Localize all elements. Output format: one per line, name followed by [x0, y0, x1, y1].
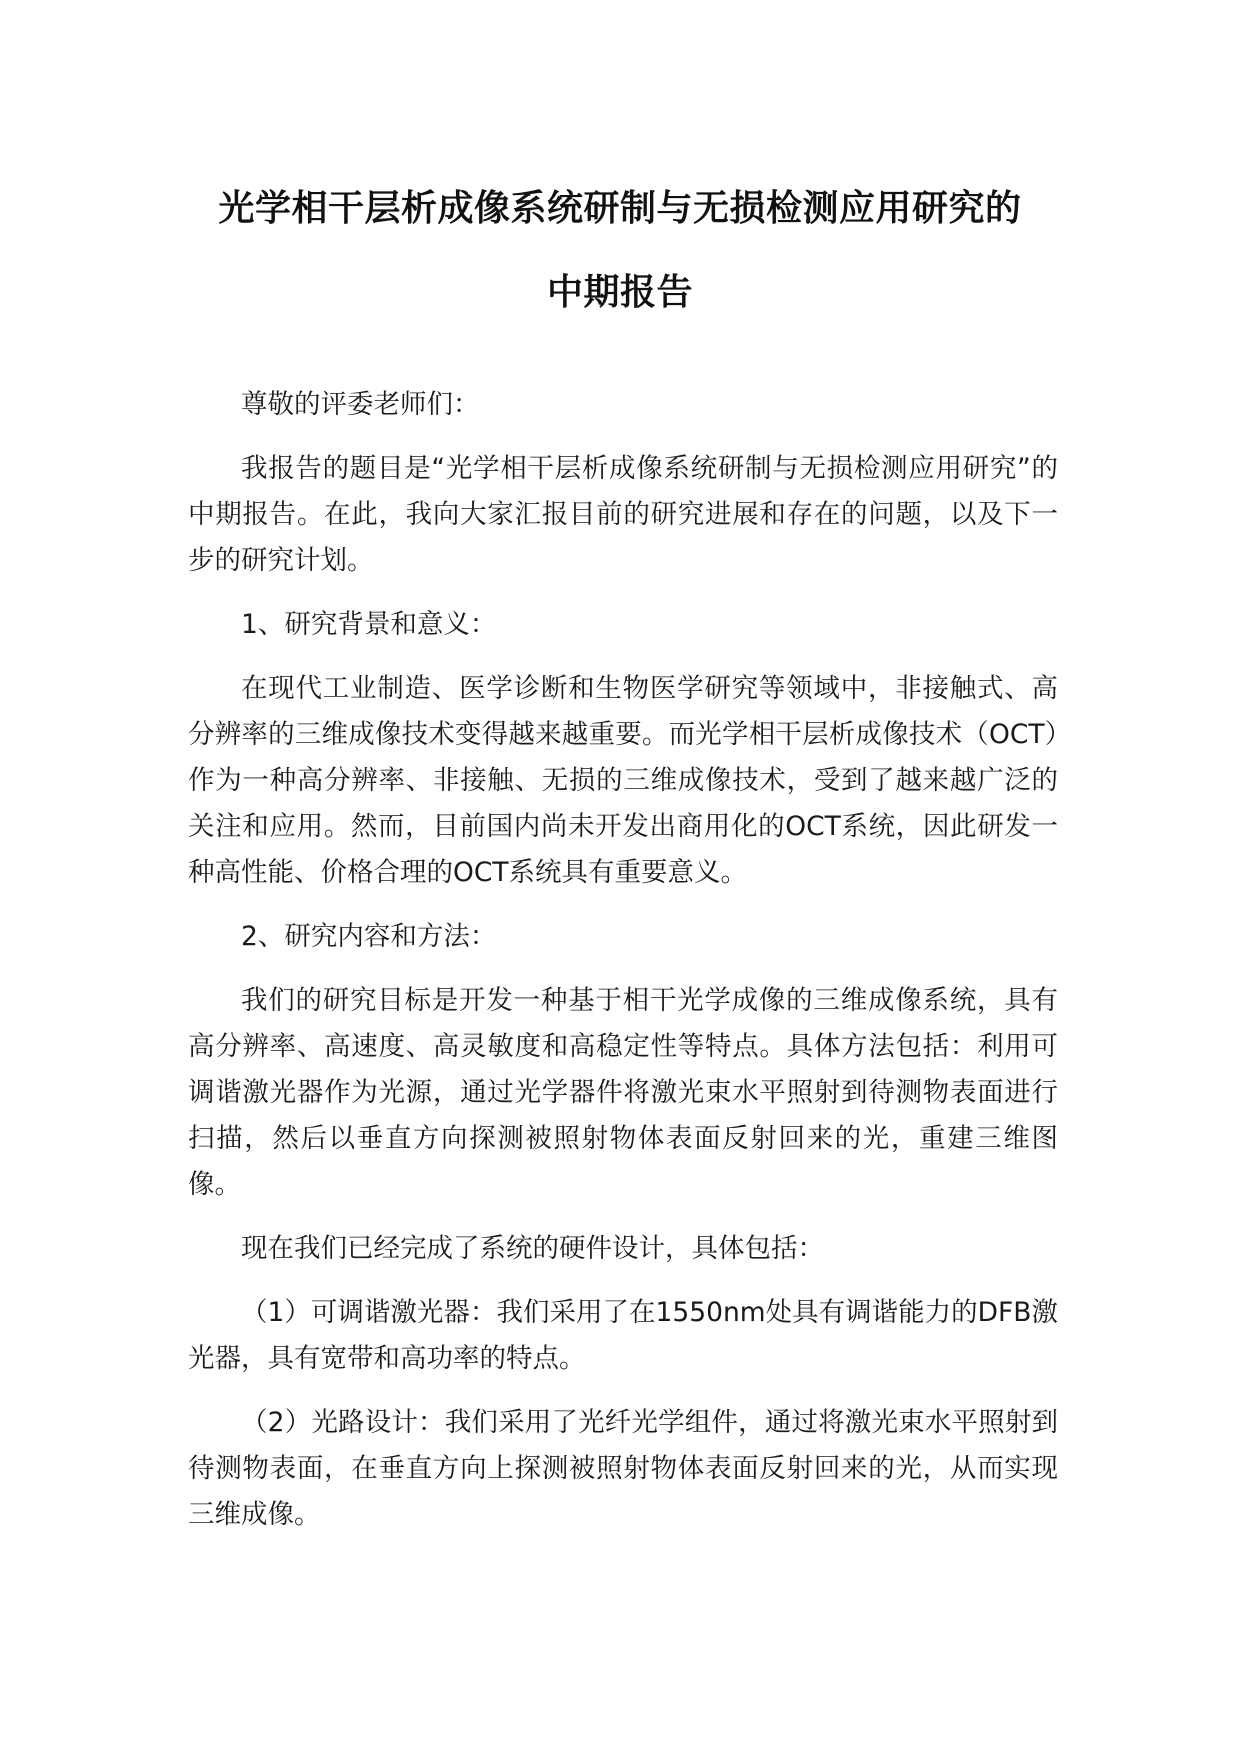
- section-heading-methods: 2、研究内容和方法：: [241, 921, 497, 952]
- intro-paragraph: 我报告的题目是“光学相干层析成像系统研制与无损检测应用研究”的中期报告。在此，我向大家汇报目前的研究进展和存在的问题，以及下一步的研究计划。: [188, 453, 1058, 576]
- hardware-intro-paragraph: 现在我们已经完成了系统的硬件设计，具体包括：: [241, 1233, 824, 1264]
- document-title-line-1: 光学相干层析成像系统研制与无损检测应用研究的: [218, 188, 1022, 229]
- methods-paragraph: 我们的研究目标是开发一种基于相干光学成像的三维成像系统，具有高分辨率、高速度、高灵敏度和高稳定性等特点。具体方法包括：利用可调谐激光器作为光源，通过光学器件将激光束水平照射到待测物表面进行扫描，然后以垂直方向探测被照射物体表面反射回来的光，重建三维图像。: [188, 985, 1058, 1200]
- hardware-item-laser: （1）可调谐激光器：我们采用了在1550nm处具有调谐能力的DFB激光器，具有宽带和高功率的特点。: [188, 1297, 1058, 1374]
- document-body: [188, 382, 1058, 1538]
- hardware-item-optical-path: （2）光路设计：我们采用了光纤光学组件，通过将激光束水平照射到待测物表面，在垂直方向上探测被照射物体表面反射回来的光，从而实现三维成像。: [188, 1407, 1058, 1530]
- document-title-line-2: 中期报告: [546, 272, 693, 313]
- salutation-paragraph: 尊敬的评委老师们：: [241, 389, 480, 420]
- background-paragraph: 在现代工业制造、医学诊断和生物医学研究等领域中，非接触式、高分辨率的三维成像技术变得越来越重要。而光学相干层析成像技术（OCT）作为一种高分辨率、非接触、无损的三维成像技术，受到了越来越广泛的关注和应用。然而，目前国内尚未开发出商用化的OCT系统，因此研发一种高性能、价格合理的OCT系统具有重要意义。: [188, 673, 1058, 888]
- section-heading-background: 1、研究背景和意义：: [241, 609, 497, 640]
